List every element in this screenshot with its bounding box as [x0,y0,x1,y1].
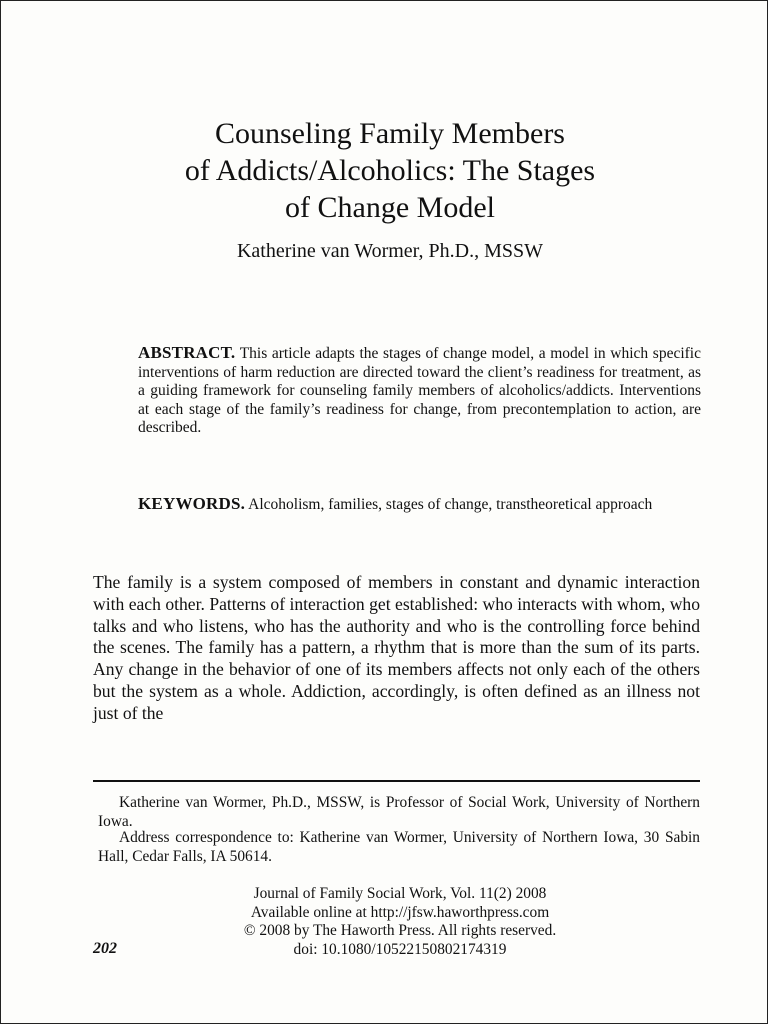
page-number: 202 [93,940,117,957]
abstract-text: This article adapts the stages of change model, a model in which specific interventions of harm reduction are directed toward the client’s readiness for treatment, as a guiding framework for counseling family members of alcoholics/addicts. Interventions at each stage of the family’s readiness for change, from precontemplation to action, are described. [138,345,701,436]
body-paragraph: The family is a system composed of members in constant and dynamic interaction with each other. Patterns of interaction get established: who interacts with whom, who talks and who listens, who has the authority and who is the controlling force behind the scenes. The family has a pattern, a rhythm that is more than the sum of its parts. Any change in the behavior of one of its members affects not only each of the others but the system as a whole. Addiction, accordingly, is often defined as an illness not just of the [93,572,700,723]
title-line-1: Counseling Family Members [215,117,565,150]
journal-doi: doi: 10.1080/10522150802174319 [293,940,507,958]
keywords [138,494,701,514]
title-line-3: of Change Model [285,191,495,224]
author-footnote: Katherine van Wormer, Ph.D., MSSW, is Professor of Social Work, University of Northern Iowa. [98,794,700,830]
keywords-label: KEYWORDS. [138,494,246,513]
abstract [138,344,701,438]
footnote-divider [93,780,700,782]
address-footnote: Address correspondence to: Katherine van Wormer, University of Northern Iowa, 30 Sabin Hall, Cedar Falls, IA 50614. [98,829,700,865]
journal-info [150,885,650,959]
keywords-text: Alcoholism, families, stages of change, transtheoretical approach [248,496,653,513]
article-title [90,115,690,226]
journal-online: Available online at http://jfsw.haworthpress.com [250,903,550,921]
journal-citation: Journal of Family Social Work, Vol. 11(2) 2008 [253,885,547,902]
abstract-label: ABSTRACT. [138,343,236,362]
journal-copyright: © 2008 by The Haworth Press. All rights reserved. [243,922,557,939]
author-line: Katherine van Wormer, Ph.D., MSSW [236,240,544,262]
title-line-2: of Addicts/Alcoholics: The Stages [184,154,596,187]
